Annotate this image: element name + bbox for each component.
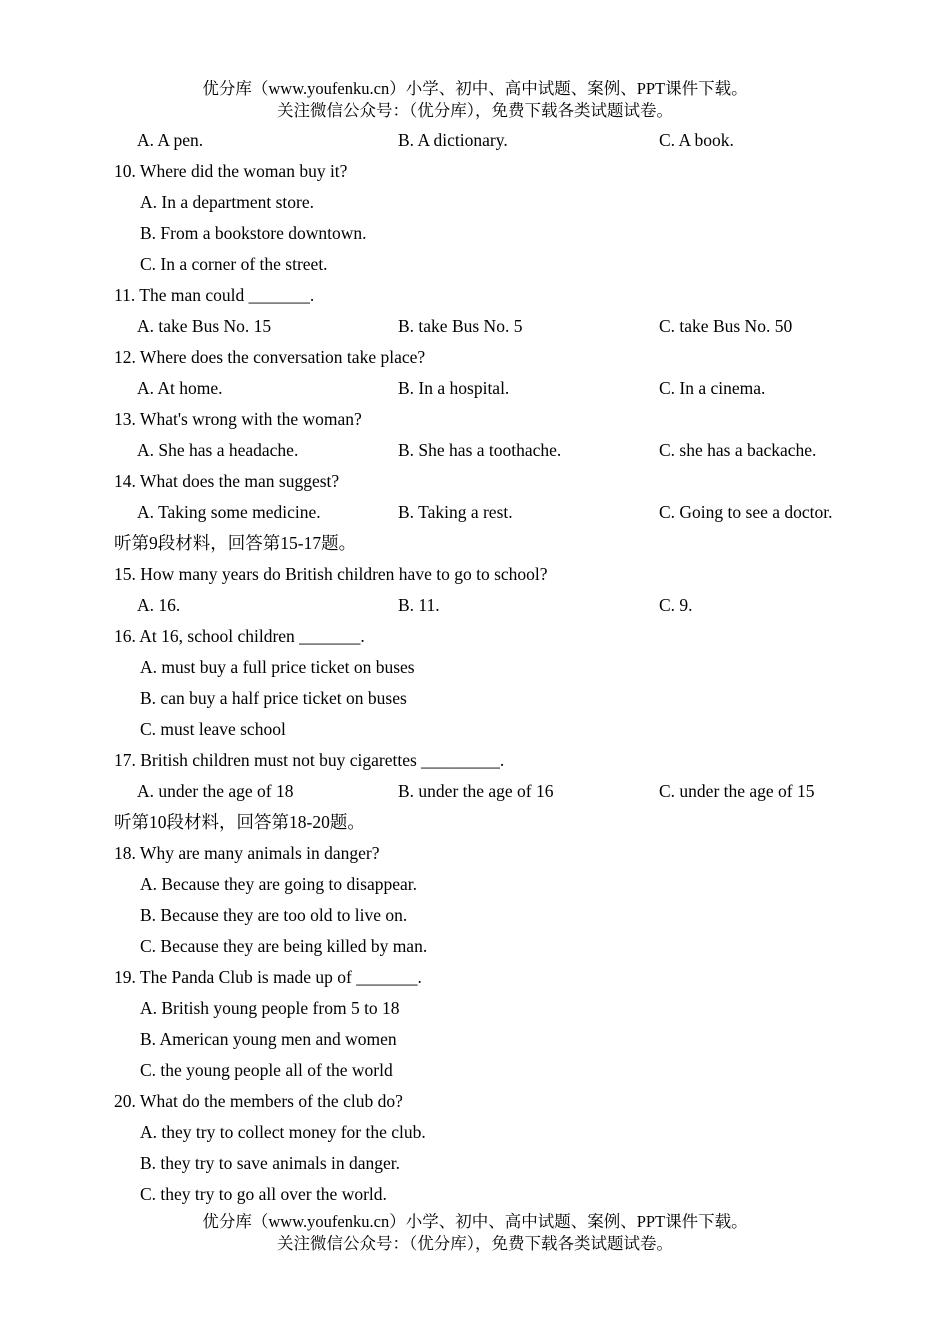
q10-option-b: B. From a bookstore downtown. [140, 223, 367, 243]
q19-option-c: C. the young people all of the world [140, 1060, 393, 1080]
q12-option-c: C. In a cinema. [659, 378, 766, 398]
q20-option-c: C. they try to go all over the world. [140, 1184, 387, 1204]
q13-option-c: C. she has a backache. [659, 440, 817, 460]
q17-option-b: B. under the age of 16 [398, 781, 554, 801]
q15-option-b: B. 11. [398, 595, 440, 615]
q13-option-a: A. She has a headache. [137, 440, 299, 460]
q18-option-c: C. Because they are being killed by man. [140, 936, 428, 956]
q10-question: 10. Where did the woman buy it? [114, 161, 348, 181]
footer-line-2: 关注微信公众号：（优分库），免费下载各类试题试卷。 [277, 1234, 673, 1253]
section-9-instruction: 听第9段材料，回答第15-17题。 [114, 533, 357, 553]
q16-option-b: B. can buy a half price ticket on buses [140, 688, 407, 708]
q19-question: 19. The Panda Club is made up of _______. [114, 967, 422, 987]
q16-option-a: A. must buy a full price ticket on buses [140, 657, 415, 677]
q17-option-a: A. under the age of 18 [137, 781, 294, 801]
q20-option-b: B. they try to save animals in danger. [140, 1153, 401, 1173]
q14-options [114, 497, 894, 528]
q12-option-a: A. At home. [137, 378, 223, 398]
q13-question: 13. What's wrong with the woman? [114, 409, 362, 429]
q9-options [114, 125, 894, 156]
header-line-2: 关注微信公众号：（优分库），免费下载各类试题试卷。 [277, 101, 673, 120]
q12-question: 12. Where does the conversation take place? [114, 347, 426, 367]
q17-question: 17. British children must not buy cigarettes _________. [114, 750, 505, 770]
q9-option-c: C. A book. [659, 130, 734, 150]
q20-option-a: A. they try to collect money for the club. [140, 1122, 426, 1142]
page-header [0, 78, 950, 122]
q9-option-a: A. A pen. [137, 130, 204, 150]
q16-question: 16. At 16, school children _______. [114, 626, 365, 646]
q18-option-b: B. Because they are too old to live on. [140, 905, 408, 925]
q14-question: 14. What does the man suggest? [114, 471, 340, 491]
q11-options [114, 311, 894, 342]
q11-option-c: C. take Bus No. 50 [659, 316, 793, 336]
q14-option-c: C. Going to see a doctor. [659, 502, 833, 522]
page-footer [0, 1211, 950, 1255]
q10-option-c: C. In a corner of the street. [140, 254, 328, 274]
q20-question: 20. What do the members of the club do? [114, 1091, 403, 1111]
exam-content [114, 125, 894, 1210]
section-10-instruction: 听第10段材料，回答第18-20题。 [114, 812, 365, 832]
q15-options [114, 590, 894, 621]
q18-question: 18. Why are many animals in danger? [114, 843, 380, 863]
q19-option-b: B. American young men and women [140, 1029, 397, 1049]
q17-option-c: C. under the age of 15 [659, 781, 815, 801]
q11-question: 11. The man could _______. [114, 285, 315, 305]
footer-line-1: 优分库（www.youfenku.cn）小学、初中、高中试题、案例、PPT课件下载。 [202, 1212, 748, 1231]
q17-options [114, 776, 894, 807]
q15-question: 15. How many years do British children have to go to school? [114, 564, 548, 584]
q11-option-a: A. take Bus No. 15 [137, 316, 272, 336]
q13-option-b: B. She has a toothache. [398, 440, 562, 460]
q14-option-a: A. Taking some medicine. [137, 502, 321, 522]
q18-option-a: A. Because they are going to disappear. [140, 874, 417, 894]
q12-option-b: B. In a hospital. [398, 378, 510, 398]
q15-option-a: A. 16. [137, 595, 181, 615]
q13-options [114, 435, 894, 466]
q9-option-b: B. A dictionary. [398, 130, 508, 150]
q16-option-c: C. must leave school [140, 719, 286, 739]
q11-option-b: B. take Bus No. 5 [398, 316, 523, 336]
q14-option-b: B. Taking a rest. [398, 502, 513, 522]
q10-option-a: A. In a department store. [140, 192, 314, 212]
q15-option-c: C. 9. [659, 595, 693, 615]
q12-options [114, 373, 894, 404]
q19-option-a: A. British young people from 5 to 18 [140, 998, 400, 1018]
header-line-1: 优分库（www.youfenku.cn）小学、初中、高中试题、案例、PPT课件下载。 [202, 79, 748, 98]
